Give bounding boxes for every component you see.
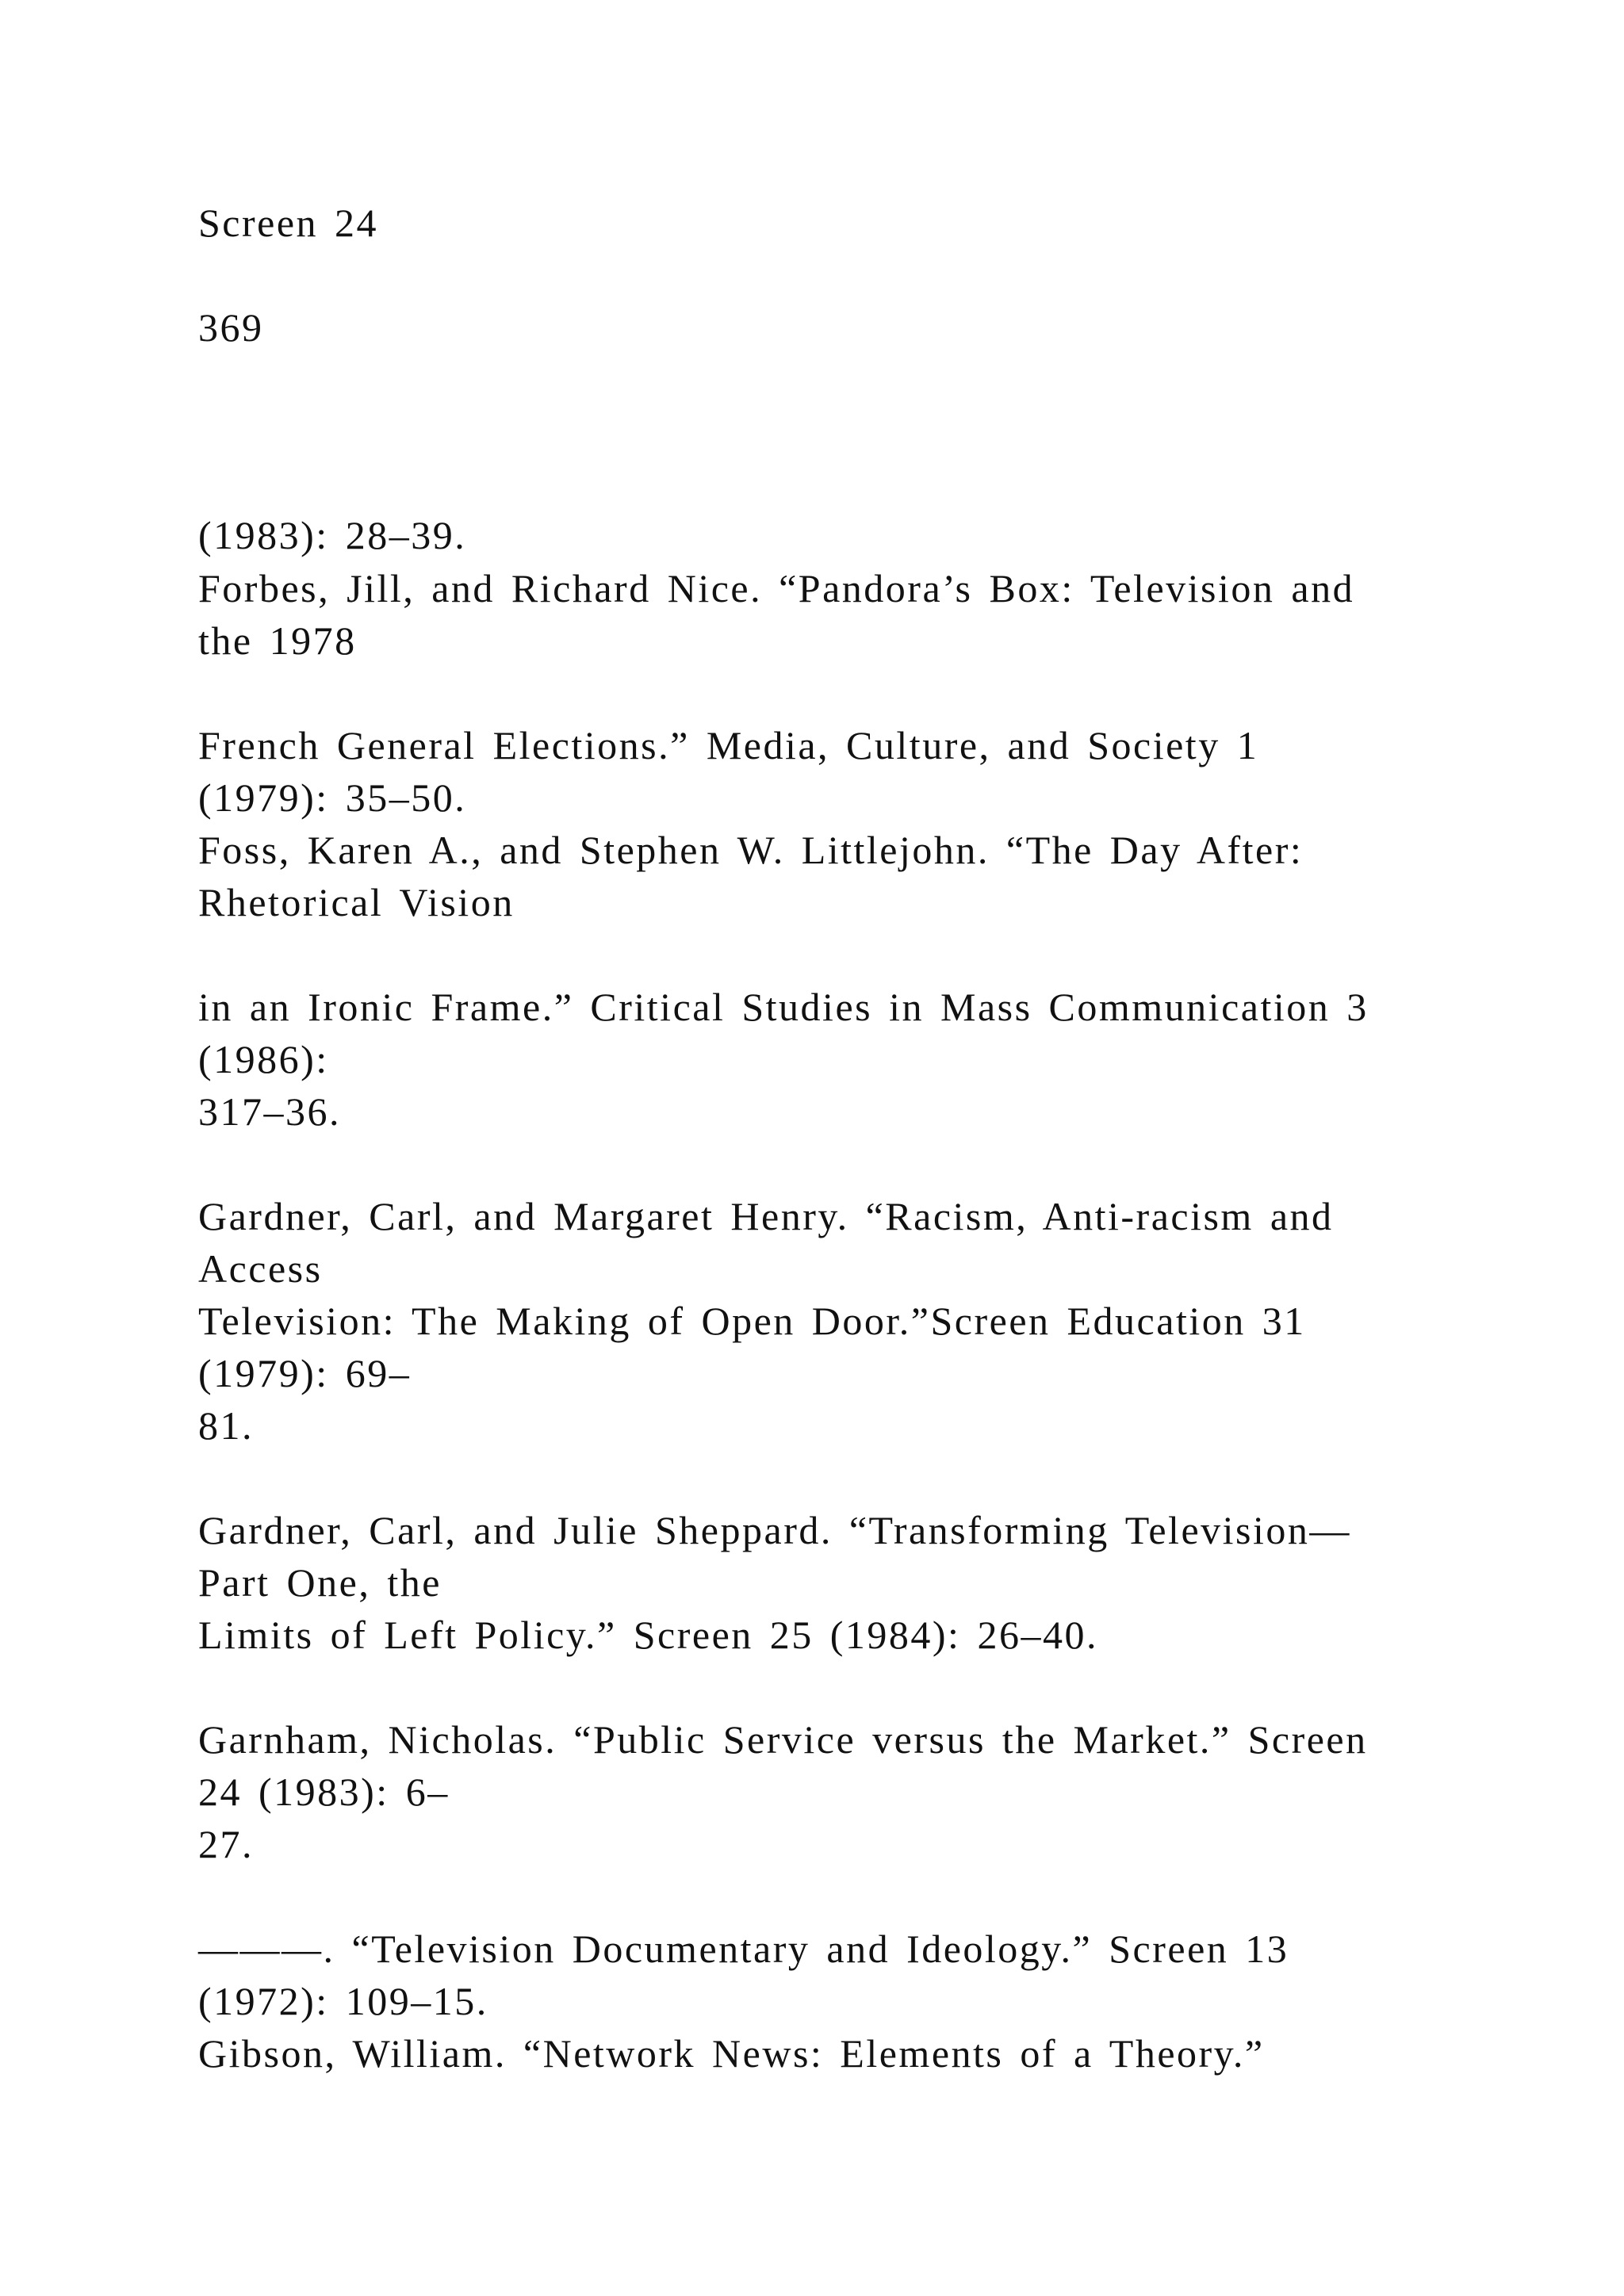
reference-line: French General Elections.” Media, Culture, and Society 1 [198,723,1259,767]
reference-line: Rhetorical Vision [198,880,515,924]
reference-line: Foss, Karen A., and Stephen W. Littlejohn. “The Day After: [198,828,1304,872]
reference-line: (1979): 35–50. [198,775,467,820]
reference-line: Television: The Making of Open Door.”Screen Education 31 [198,1299,1306,1343]
reference-line: (1986): [198,1037,329,1081]
reference-line: Garnham, Nicholas. “Public Service versus the Market.” Screen [198,1717,1368,1762]
reference-line: Part One, the [198,1560,442,1605]
reference-line: (1972): 109–15. [198,1979,488,2023]
running-head: Screen 24 [198,201,379,245]
reference-line: Access [198,1246,323,1291]
reference-line: 317–36. [198,1089,341,1134]
reference-line: Gardner, Carl, and Julie Sheppard. “Transforming Television— [198,1508,1351,1552]
reference-line: Limits of Left Policy.” Screen 25 (1984): 26–40. [198,1613,1098,1657]
page-number: 369 [198,305,264,350]
reference-line: Gibson, William. “Network News: Elements of a Theory.” [198,2031,1265,2076]
reference-line: ———. “Television Documentary and Ideology.” Screen 13 [198,1927,1289,1971]
reference-line: in an Ironic Frame.” Critical Studies in Mass Communication 3 [198,985,1369,1029]
reference-line: (1983): 28–39. [198,513,467,557]
reference-line: Forbes, Jill, and Richard Nice. “Pandora’s Box: Television and [198,566,1355,610]
reference-line: the 1978 [198,618,357,663]
reference-line: Gardner, Carl, and Margaret Henry. “Racism, Anti-racism and [198,1194,1334,1238]
reference-line: (1979): 69– [198,1351,412,1395]
reference-line: 27. [198,1822,254,1866]
reference-line: 24 (1983): 6– [198,1770,450,1814]
reference-line: 81. [198,1403,254,1448]
